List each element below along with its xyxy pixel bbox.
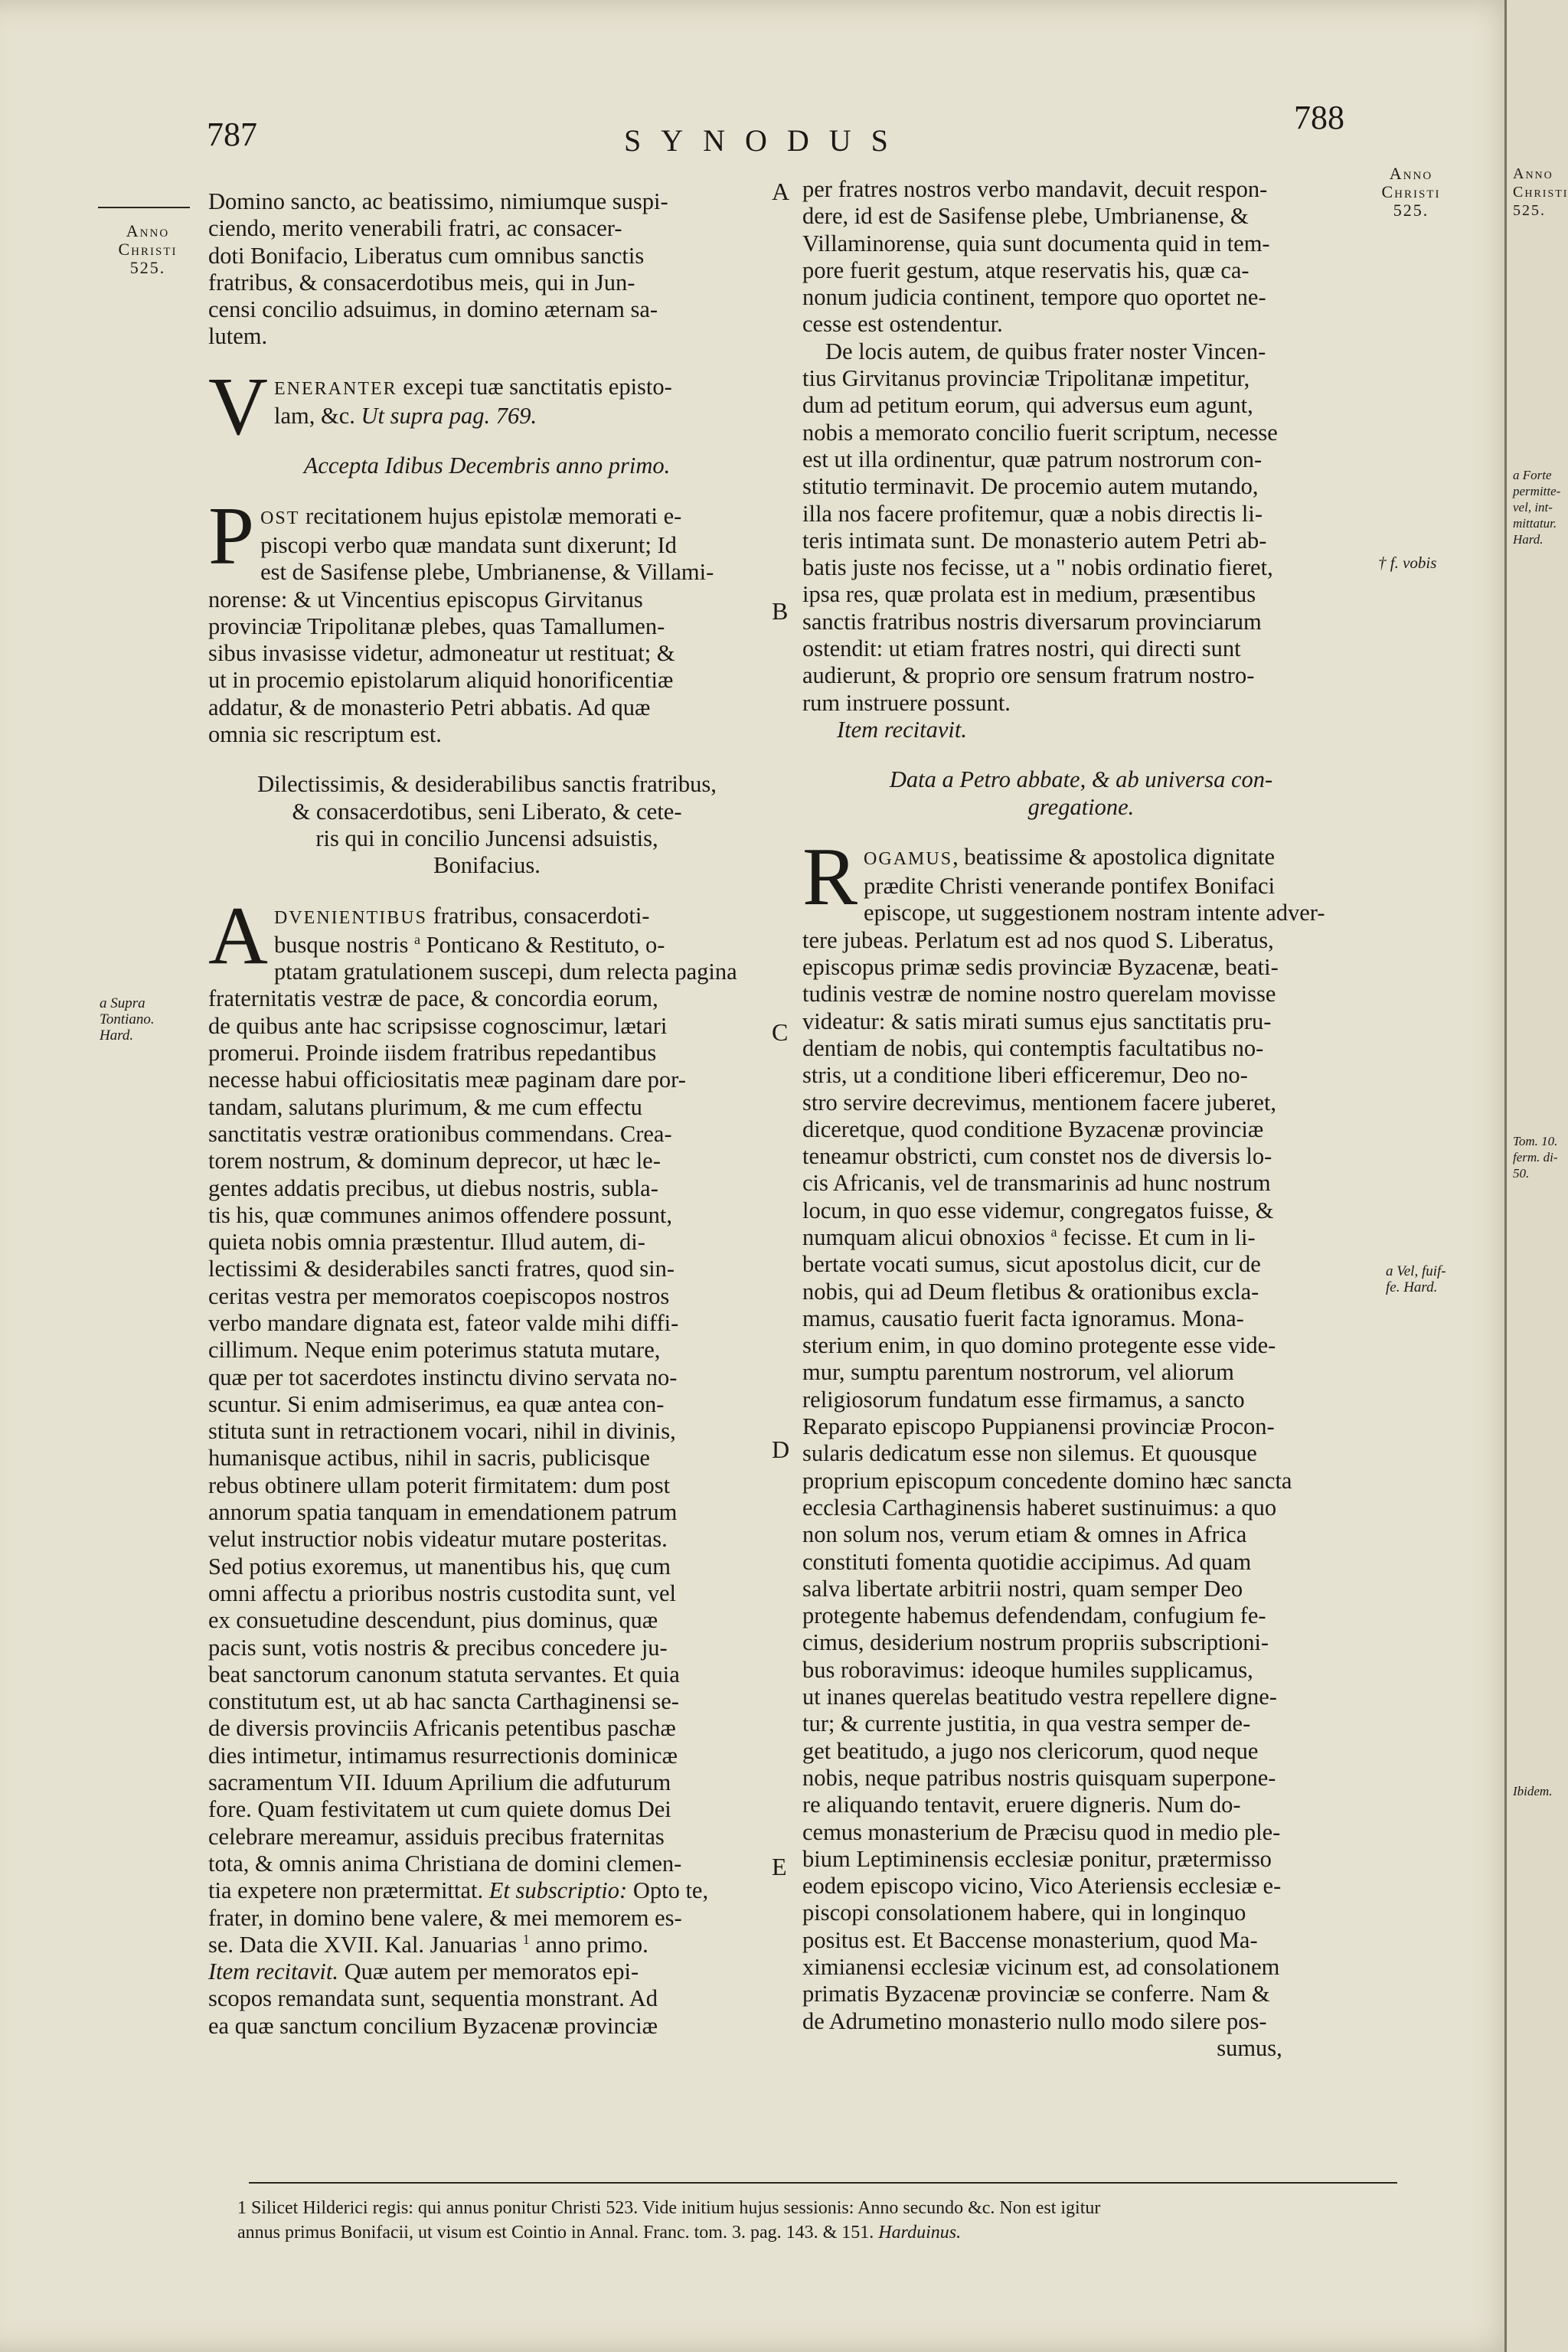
section-letter-e: E [772,1853,787,1880]
margin-anno-left [98,222,198,277]
text-line: tius Girvitanus provinciæ Tripolitanæ impetitur, [802,365,1250,392]
text-span: lam, &c. [274,403,361,430]
text-line: frater, in domino bene valere, & mei memorem es- [208,1904,682,1931]
section-letter-c: C [772,1018,789,1046]
text-line: annorum spatia tanquam in emendationem patrum [208,1499,678,1526]
text-line: ea quæ sanctum concilium Byzacenæ provinciæ [208,2012,658,2039]
text-span: Item recitavit. [208,1958,338,1985]
text-span: Opto te, [627,1877,709,1904]
text-line: rebus obtinere ullam poterit firmitatem: dum post [208,1472,671,1498]
text-line: ex consuetudine descendunt, pius dominus, quæ [208,1607,658,1634]
paragraph-advenientibus [208,890,766,1959]
note-line: mittatur. [1513,516,1557,531]
anno-word: Anno [126,221,170,240]
section-heading: gregatione. [1027,793,1135,820]
text-span: Quæ autem per memoratos epi- [338,1958,639,1985]
text-line: omnia sic rescriptum est. [208,721,442,748]
text-line: gentes addatis precibus, ut diebus nostris, subla- [208,1174,658,1201]
text-line: sterium enim, in quo domino protegente esse vide- [802,1332,1276,1359]
text-line: stitutio terminavit. De procemio autem mutando, [802,473,1259,500]
footnote-marker: 1 [522,1931,530,1947]
text-line: celebrare mereamur, assiduis precibus fraternitas [208,1823,665,1850]
paragraph-post [208,490,766,749]
text-line: necesse habui officiositatis meæ paginam dare por- [208,1067,686,1093]
text-line: quieta nobis omnia præstentur. Illud autem, di- [208,1229,645,1256]
text-line: dere, id est de Sasifense plebe, Umbrianense, & [802,203,1249,230]
next-page-notes-2 [1513,1133,1558,1181]
christi-word: Christi [118,240,178,259]
text-line: prædite Christi venerande pontifex Bonifaci [864,873,1276,900]
running-head: SYNODUS [624,123,908,158]
drop-cap: R [802,831,858,923]
item-recitavit: Item recitavit. [837,716,967,743]
text-line: norense: & ut Vincentius episcopus Girvitanus [208,586,643,612]
christi-word: Christi [1381,182,1441,201]
text-line: constituti fomenta quotidie accipimus. Ad quam [802,1548,1252,1575]
text-line: ut inanes querelas beatitudo vestra repellere digne- [802,1684,1277,1710]
text-line: nobis, qui ad Deum fletibus & orationibus excla- [802,1278,1259,1305]
note-line: Hard. [100,1027,134,1044]
text-line: tere jubeas. Perlatum est ad nos quod S. Liberatus, [802,926,1274,953]
text-line: fratribus, & consacerdotibus meis, qui in Jun- [208,269,635,296]
margin-anno-right [1361,165,1461,220]
text-span: fratribus, consacerdoti- [426,902,650,929]
text-line: bertate vocati sumus, sicut apostolus dicit, cur de [802,1251,1261,1278]
text-line: piscopi verbo quæ mandata sunt dixerunt; Id [260,531,677,558]
left-column [208,188,766,2040]
text-line: torem nostrum, & dominum deprecor, ut hæc le- [208,1148,661,1174]
section-letter-b: B [772,597,789,625]
text-span: , beatissime & apostolica dignitate [952,843,1276,870]
text-line: de diversis provinciis Africanis petentibus paschæ [208,1715,676,1742]
margin-rule [98,207,190,208]
text-line: addatur, & de monasterio Petri abbatis. Ad quæ [208,694,651,720]
text-line: Sed potius exoremus, ut manentibus his, quę cum [208,1553,671,1579]
text-line: positus est. Et Baccense monasterium, quod Ma- [802,1926,1258,1953]
text-span: anno primo. [529,1931,648,1958]
text-line: tota, & omnis anima Christiana de domini clemen- [208,1850,682,1877]
text-line: est ut illa ordinentur, quæ patrum nostrorum con- [802,446,1263,472]
text-span: recitationem hujus epistolæ memorati e- [299,502,682,529]
next-page-anno [1513,165,1568,220]
text-line: ecclesia Carthaginensis haberet sustinuimus: a quo [802,1494,1277,1521]
footnote-rule [249,2182,1397,2184]
text-line: de Adrumetino monasterio nullo modo silere pos- [802,2007,1267,2034]
salutation-line: Dilectissimis, & desiderabilibus sanctis fratribus, [257,771,717,798]
text-line: stro servire decrevimus, mentionem facere juberet, [802,1089,1277,1116]
section-heading: Data a Petro abbate, & ab universa con- [889,766,1273,793]
margin-note-fuisse [1386,1263,1485,1295]
text-line: pacis sunt, votis nostris & precibus concedere ju- [208,1634,668,1661]
paragraph-rogamus [802,831,1360,2062]
text-line: cis Africanis, vel de transmarinis ad hunc nostrum [802,1170,1271,1197]
text-line: fore. Quam festivitatem ut cum quiete domus Dei [208,1796,671,1823]
text-line: sacramentum VII. Iduum Aprilium die adfuturum [208,1769,671,1796]
text-line: sanctitatis vestræ orationibus commendans. Crea- [208,1120,672,1147]
text-line: dum ad petitum eorum, qui adversus eum agunt, [802,392,1253,419]
text-line: tur; & currente justitia, in qua vestra semper de- [802,1710,1251,1737]
text-line: fraternitatis vestræ de pace, & concordia eorum, [208,985,658,1012]
text-line: Domino sancto, ac beatissimo, nimiumque suspi- [208,188,668,214]
text-line: ximianensi ecclesiæ vicinum est, ad consolationem [802,1954,1280,1980]
text-line: salva libertate arbitrii nostri, quam semper Deo [802,1575,1243,1602]
text-line: cesse est ostendentur. [802,311,1003,338]
text-line: piscopi consolationem habere, qui in longinquo [802,1900,1246,1926]
text-line: pore fuerit gestum, atque reservatis his, quæ ca- [802,256,1250,283]
section-letter-d: D [772,1436,790,1463]
salutation-line: & consacerdotibus, seni Liberato, & cete- [292,798,682,825]
text-line: get beatitudo, a jugo nos clericorum, quod neque [802,1737,1259,1764]
christi-word: Christi [1513,184,1568,201]
text-line: stris, ut a conditione liberi efficeremur, Deo no- [802,1062,1248,1089]
note-line: Tontiano. [100,1011,155,1027]
text-span: se. Data die XVII. Kal. Januarias [208,1931,523,1958]
next-page-notes [1513,467,1560,547]
text-line: provinciæ Tripolitanæ plebes, quas Tamallumen- [208,612,665,639]
text-line: ciendo, merito venerabili fratri, ac consacer- [208,215,622,242]
text-line: sumus, [1217,2034,1282,2061]
anno-word: Anno [1513,165,1553,182]
text-line: ceritas vestra per memoratos coepiscopos nostros [208,1282,670,1309]
text-line: ut in procemio epistolarum aliquid honorificentiæ [208,667,674,694]
footnote-span: annus primus Bonifacii, ut visum est Cointio in Annal. Franc. tom. 3. pag. 143. & 151. [237,2223,879,2243]
text-line: rum instruere possunt. [802,689,1011,716]
text-line: promerui. Proinde iisdem fratribus repedantibus [208,1040,657,1067]
text-line: stituta sunt in retractionem vocari, nihil in divinis, [208,1418,676,1445]
year-number: 525. [129,258,166,277]
text-line: Villaminorense, quia sunt documenta quid in tem- [802,230,1270,256]
note-line: Hard. [1513,532,1544,547]
footnote-span: Harduinus. [878,2223,962,2243]
text-span: tia expetere non prætermittat. [208,1877,489,1904]
note-line: Tom. 10. [1513,1134,1558,1148]
text-line: constitutum est, ut ab hac sancta Carthaginensi se- [208,1688,679,1715]
small-caps-word: OST [260,508,300,528]
text-line: verbo mandare dignata est, fateor valde mihi diffi- [208,1309,679,1336]
salutation-line: ris qui in concilio Juncensi adsuistis, [315,825,658,851]
note-marker: a [414,931,420,947]
text-line: re aliquando tentavit, eruere digneris. Num do- [802,1792,1241,1818]
text-line: dies intimetur, intimamus resurrectionis dominicæ [208,1742,678,1769]
text-line: humanisque actibus, nihil in sacris, publicisque [208,1445,650,1472]
margin-note-supra [100,995,191,1044]
page-number-right: 788 [1294,99,1344,136]
text-line: est de Sasifense plebe, Umbrianense, & Villami- [260,559,714,586]
note-line: 50. [1513,1166,1530,1181]
text-line: doti Bonifacio, Liberatus cum omnibus sanctis [208,242,645,269]
text-span: Ponticano & Restituto, o- [426,931,665,958]
text-span: excepi tuæ sanctitatis episto- [397,373,672,400]
text-line: sibus invasisse videtur, admoneatur ut restituat; & [208,640,675,667]
text-line: protegente habemus defendendam, confugium fe- [802,1602,1266,1629]
drop-cap: A [208,890,268,982]
text-line: quæ per tot sacerdotes instinctu divino servata no- [208,1364,678,1390]
footnote-line: 1 Silicet Hilderici regis: qui annus ponitur Christi 523. Vide initium hujus sessionis: Anno secundo &c. Non est igitur [237,2198,1101,2218]
text-line: scuntur. Si enim admiserimus, ea quæ antea con- [208,1390,665,1417]
year-number: 525. [1393,201,1429,220]
text-line: bus roboravimus: ideoque humiles supplicamus, [802,1656,1253,1683]
text-line: primatis Byzacenæ provinciæ se conferre. Nam & [802,1981,1270,2007]
text-line: nobis, neque patribus nostris quisquam superpone- [802,1764,1276,1791]
text-line: ptatam gratulationem suscepi, dum relecta pagina [274,959,737,985]
text-line: tudinis vestræ de nomine nostro querelam movisse [802,981,1276,1008]
text-line: nonum judicia continent, tempore quo oportet ne- [802,284,1266,311]
text-line: dentiam de nobis, qui contemptis facultatibus no- [802,1034,1264,1061]
text-line: batis juste nos fecisse, ut a " nobis ordinatio fieret, [802,554,1273,581]
text-line: mamus, causatio fuerit facta ignoramus. Mona- [802,1305,1244,1331]
text-line: religiosorum fundatum esse firmamus, a sancto [802,1386,1245,1413]
drop-cap: P [208,490,255,582]
text-line: eodem episcopo vicino, Vico Ateriensis ecclesiæ e- [802,1873,1282,1900]
text-line: nobis a memorato concilio fuerit scriptum, necesse [802,419,1278,446]
text-line: omni affectu a prioribus nostris custodita sunt, vel [208,1579,677,1606]
paragraph-veneranter [208,361,766,452]
footnote [237,2196,1401,2245]
text-line: cimus, desiderium nostrum propriis subscriptioni- [802,1629,1269,1656]
text-line: cemus monasterium de Præcisu quod in medio ple- [802,1818,1281,1845]
text-line: velut instructior nobis videatur mutare posteritas. [208,1526,668,1553]
note-line: a Forte [1513,468,1552,482]
text-span: busque nostris [274,931,414,958]
text-line: lectissimi & desiderabiles sancti fratres, quod sin- [208,1256,675,1282]
text-line: Reparato episcopo Puppianensi provinciæ Procon- [802,1413,1275,1440]
text-line: tis his, quæ communes animos offendere possunt, [208,1201,672,1228]
text-line: censi concilio adsuimus, in domino æternam sa- [208,296,658,323]
drop-cap: V [208,361,268,452]
text-line: sularis dedicatum esse non silemus. Et quousque [802,1440,1257,1467]
text-line: beat sanctorum canonum statuta servantes. Et quia [208,1661,680,1687]
note-line: vel, int- [1513,500,1553,514]
text-line: episcope, ut suggestionem nostram intente adver- [864,900,1325,926]
text-line: audierunt, & proprio ore sensum fratrum nostro- [802,662,1255,689]
note-line: ferm. di- [1513,1150,1558,1165]
text-line: proprium episcopum concedente domino hæc sancta [802,1467,1292,1494]
text-line: episcopus primæ sedis provinciæ Byzacenæ, beati- [802,954,1279,981]
text-line: per fratres nostros verbo mandavit, decuit respon- [802,176,1268,202]
text-line: mur, sumptu parentum nostrorum, vel aliorum [802,1359,1234,1386]
text-line: lutem. [208,323,268,350]
text-span: Et subscriptio: [488,1877,628,1904]
text-line: teris intimata sunt. De monasterio autem Petri ab- [802,527,1267,554]
year-number: 525. [1513,202,1546,219]
text-line: tandam, salutans plurimum, & me cum effectu [208,1093,642,1120]
text-line: illa nos facere profitemur, quæ a nobis directis li- [802,500,1263,527]
note-line: permitte- [1513,484,1561,498]
small-caps-word: DVENIENTIBUS [274,907,427,928]
text-line: non solum nos, verum etiam & omnes in Africa [802,1521,1247,1548]
text-line: ostendit: ut etiam fratres nostri, qui directi sunt [802,635,1241,662]
note-line: a Supra [100,995,145,1011]
salutation-line: Bonifacius. [433,852,541,879]
text-span: Ut supra pag. 769. [361,403,537,430]
text-line: de quibus ante hac scripsisse cognoscimur, lætari [208,1012,668,1039]
text-span: numquam alicui obnoxios [802,1223,1051,1250]
text-line: cillimum. Neque enim poterimus statuta mutare, [208,1337,661,1364]
note-marker: a [1050,1223,1057,1240]
anno-word: Anno [1389,164,1433,183]
text-line: scopos remandata sunt, sequentia monstrant. Ad [208,1985,658,2012]
next-page-edge [1504,0,1568,2352]
text-line: bium Leptiminensis ecclesiæ ponitur, prætermisso [802,1845,1272,1872]
text-line: locum, in quo esse videmur, congregatos fuisse, & [802,1197,1274,1223]
text-line: diceretque, quod conditione Byzacenæ provinciæ [802,1116,1264,1142]
text-line: sanctis fratribus nostris diversarum provinciarum [802,608,1262,635]
right-column [802,176,1360,2062]
small-caps-word: OGAMUS [864,848,953,869]
margin-note-vobis: † f. vobis [1378,554,1437,572]
note-line: fe. Hard. [1386,1279,1438,1295]
text-line: ipsa res, quæ prolata est in medium, præsentibus [802,581,1256,608]
small-caps-word: ENERANTER [274,378,397,399]
section-letter-a: A [772,178,790,205]
next-page-note-ibidem: Ibidem. [1513,1784,1553,1798]
text-line: videatur: & satis mirati sumus ejus sanctitatis pru- [802,1008,1272,1034]
page-number-left: 787 [207,116,257,153]
note-line: a Vel, fuif- [1386,1263,1446,1279]
section-heading: Accepta Idibus Decembris anno primo. [303,452,671,479]
text-line: De locis autem, de quibus frater noster Vincen- [825,338,1266,364]
text-span: fecisse. Et cum in li- [1057,1223,1256,1250]
text-line: teneamur obstricti, cum constet nos de diversis lo- [802,1143,1272,1170]
